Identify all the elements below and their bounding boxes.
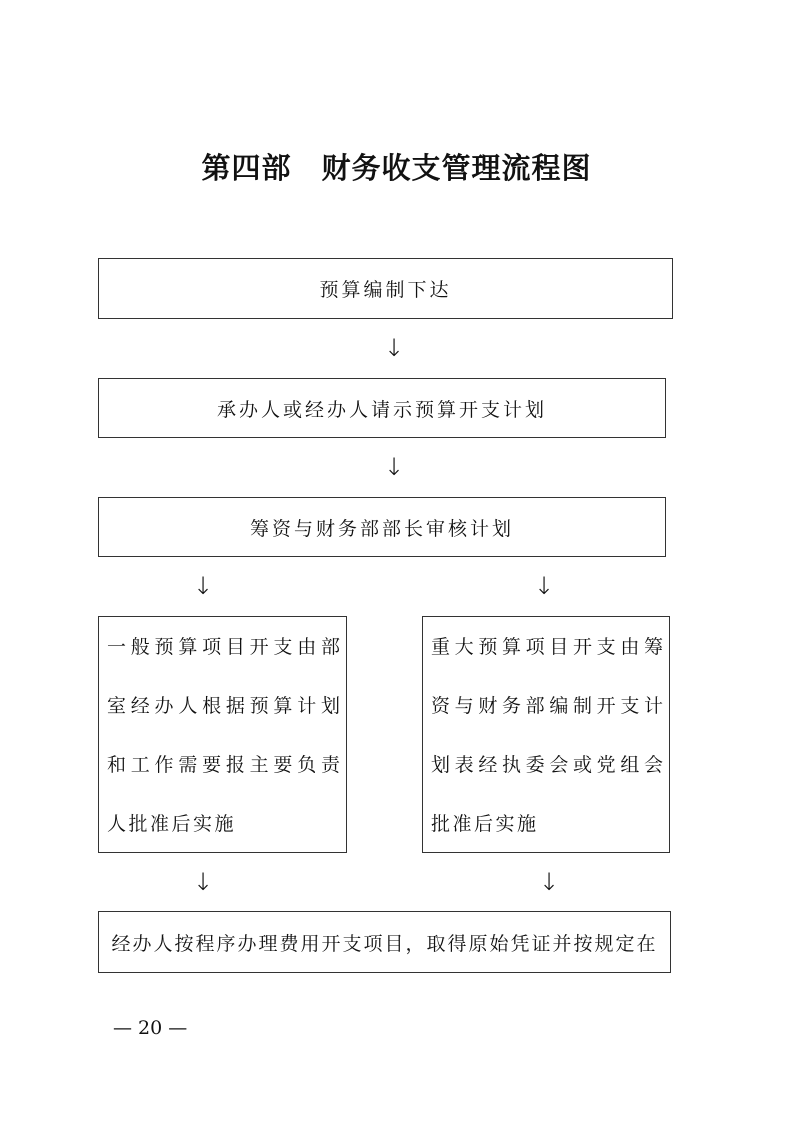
flow-branch-general-line: 一般预算项目开支由部 xyxy=(107,636,340,658)
flow-arrow-left-2: ↓ xyxy=(192,868,214,896)
flow-step-review-plan xyxy=(98,497,666,557)
flow-step-budget-issue xyxy=(98,258,673,319)
flow-arrow-right-1: ↓ xyxy=(533,572,555,600)
flow-arrow-2: ↓ xyxy=(383,453,405,481)
flow-branch-major-budget xyxy=(422,616,670,853)
flow-step-process-expense xyxy=(98,911,671,973)
flow-step-budget-issue-label: 预算编制下达 xyxy=(319,279,452,301)
flow-step-request-plan-label: 承办人或经办人请示预算开支计划 xyxy=(216,398,547,421)
flow-branch-major-line: 资与财务部编制开支计 xyxy=(431,695,663,717)
flow-step-request-plan xyxy=(98,378,666,438)
flow-arrow-left-1: ↓ xyxy=(192,572,214,600)
flow-branch-general-line: 和工作需要报主要负责 xyxy=(107,754,340,776)
flow-branch-major-line: 重大预算项目开支由筹 xyxy=(431,636,663,658)
flow-arrow-1: ↓ xyxy=(383,334,405,362)
flow-branch-major-line: 划表经执委会或党组会 xyxy=(431,754,663,776)
flow-branch-general-line: 人批准后实施 xyxy=(107,813,237,835)
flow-step-review-plan-label: 筹资与财务部部长审核计划 xyxy=(249,517,514,540)
page-number: — 20 — xyxy=(113,1017,188,1039)
flow-arrow-right-2: ↓ xyxy=(538,868,560,896)
page-title: 第四部 财务收支管理流程图 xyxy=(201,151,592,185)
flow-branch-general-line: 室经办人根据预算计划 xyxy=(107,695,340,717)
flow-branch-major-line: 批准后实施 xyxy=(431,813,539,835)
flow-branch-general-budget xyxy=(98,616,347,853)
flow-step-process-expense-label: 经办人按程序办理费用开支项目，取得原始凭证并按规定在 xyxy=(111,932,658,955)
